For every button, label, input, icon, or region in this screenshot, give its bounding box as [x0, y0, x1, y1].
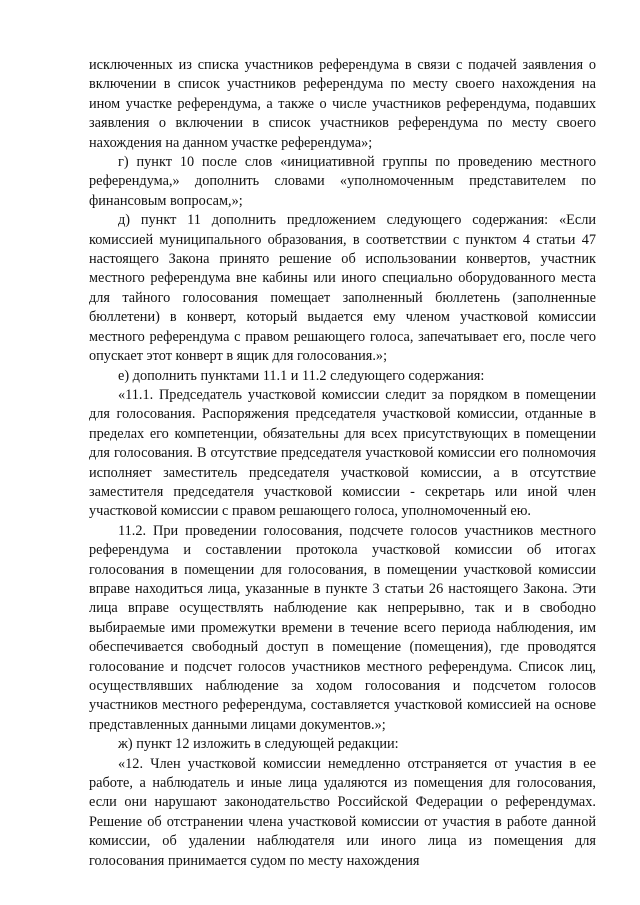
- paragraph-item-g: г) пункт 10 после слов «инициативной группы по проведению местного референдума,» дополнить словами «уполномоченным представителем по финансовым вопросам,»;: [89, 154, 596, 209]
- paragraph-clause-11-2: 11.2. При проведении голосования, подсчете голосов участников местного референдума и составлении протокола участковой комиссии об итогах голосования в помещении для голосования, в помещении участковой комиссии вправе находиться лица, указанные в пункте 3 статьи 26 настоящего Закона. Эти лица вправе осуществлять наблюдение как непрерывно, так и в свободно выбираемые ими промежутки времени в течение всего периода наблюдения, им обеспечивается свободный доступ в помещение (помещения), где проводятся голосование и подсчет голосов участников местного референдума. Список лиц, осуществлявших наблюдение за ходом голосования и подсчетом голосов участников местного референдума, составляется участковой комиссией на основе представленных данными лицами документов.»;: [89, 522, 596, 733]
- paragraph-item-d: д) пункт 11 дополнить предложением следующего содержания: «Если комиссией муниципального образования, в соответствии с пунктом 4 статьи 47 настоящего Закона принято решение об использовании конвертов, участник местного референдума вне кабины или иного специально оборудованного места для тайного голосования помещает заполненный бюллетень (заполненные бюллетени) в конверт, который выдается ему членом участковой комиссии местного референдума с правом решающего голоса, запечатывает его, после чего опускает этот конверт в ящик для голосования.»;: [89, 212, 596, 365]
- paragraph-item-zh: ж) пункт 12 изложить в следующей редакции:: [118, 736, 399, 753]
- paragraph-item-e: е) дополнить пунктами 11.1 и 11.2 следующего содержания:: [118, 367, 485, 384]
- document-page: [89, 56, 596, 871]
- paragraph-clause-11-1: «11.1. Председатель участковой комиссии следит за порядком в помещении для голосования. Распоряжения председателя участковой комиссии, отданные в пределах его компетенции, обязательны для всех присутствующих в помещении для голосования. В отсутствие председателя участковой комиссии его полномочия исполняет заместитель председателя участковой комиссии, а в отсутствие заместителя председателя участковой комиссии - секретарь или иной член участковой комиссии с правом решающего голоса, уполномоченный ею.: [89, 386, 596, 520]
- paragraph-clause-12: «12. Член участковой комиссии немедленно отстраняется от участия в ее работе, а наблюдатель и иные лица удаляются из помещения для голосования, если они нарушают законодательство Российской Федерации о референдумах. Решение об отстранении члена участковой комиссии от участия в работе данной комиссии, об удалении наблюдателя или иного лица из помещения для голосования принимается судом по месту нахождения: [89, 755, 596, 869]
- paragraph-continuation: исключенных из списка участников референдума в связи с подачей заявления о включении в список участников референдума по месту своего нахождения на ином участке референдума, а также о числе участников референдума, подавших заявления о включении в список участников референдума по месту своего нахождения на данном участке референдума»;: [89, 57, 596, 151]
